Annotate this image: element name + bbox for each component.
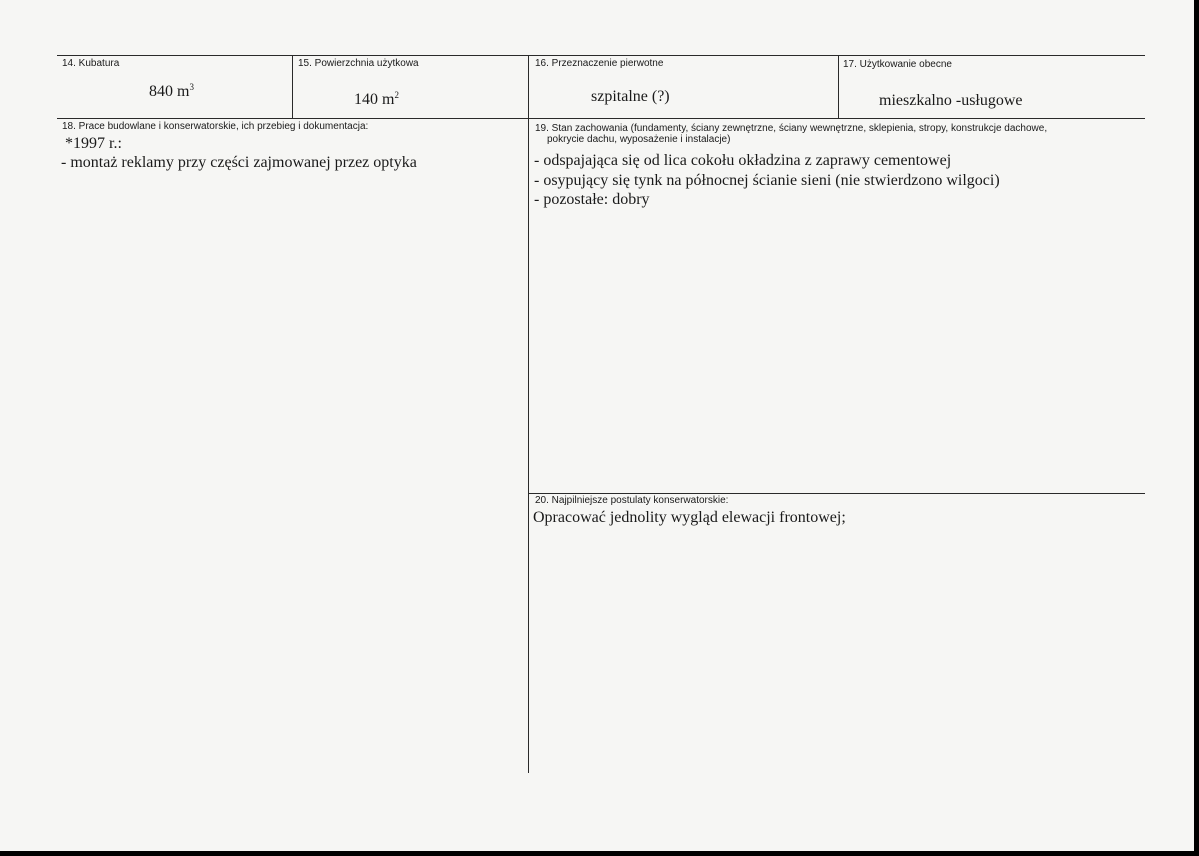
prace-label: 18. Prace budowlane i konserwatorskie, ich przebieg i dokumentacja: xyxy=(62,121,369,132)
kubatura-exponent: 3 xyxy=(189,82,194,92)
kubatura-label: 14. Kubatura xyxy=(62,58,120,69)
stan-line: - osypujący się tynk na północnej ścianie sieni (nie stwierdzono wilgoci) xyxy=(534,171,1000,189)
prace-line: *1997 r.: xyxy=(65,135,122,152)
prace-line: - montaż reklamy przy części zajmowanej przez optyka xyxy=(61,154,417,171)
postulaty-label: 20. Najpilniejsze postulaty konserwatorskie: xyxy=(535,495,729,506)
postulaty-line: Opracować jednolity wygląd elewacji frontowej; xyxy=(533,509,846,526)
rule-v-main xyxy=(528,55,529,773)
stan-line: - pozostałe: dobry xyxy=(534,191,650,208)
powierzchnia-value xyxy=(354,90,399,109)
kubatura-number: 840 m xyxy=(149,83,190,100)
uzytkowanie-value: mieszkalno -usługowe xyxy=(879,92,1023,109)
rule-v-uzytkowanie xyxy=(838,55,839,119)
postulaty-text xyxy=(533,508,846,527)
przeznaczenie-label: 16. Przeznaczenie pierwotne xyxy=(535,58,664,69)
powierzchnia-number: 140 m xyxy=(354,91,395,108)
rule-v-kubatura xyxy=(292,55,293,119)
rule-top xyxy=(57,55,1145,56)
stan-line: - odspajająca się od lica cokołu okładzina z zaprawy cementowej xyxy=(534,152,952,169)
stan-label-line: 19. Stan zachowania (fundamenty, ściany zewnętrzne, ściany wewnętrzne, sklepienia, stropy, konstrukcje dachowe, xyxy=(535,123,1048,134)
stan-text xyxy=(534,151,1000,210)
uzytkowanie-label: 17. Użytkowanie obecne xyxy=(843,59,952,70)
prace-text xyxy=(61,134,417,172)
stan-label xyxy=(535,123,1047,145)
przeznaczenie-value: szpitalne (?) xyxy=(591,88,670,105)
powierzchnia-label: 15. Powierzchnia użytkowa xyxy=(298,58,419,69)
rule-postulaty-top xyxy=(529,493,1145,494)
rule-row1-bottom xyxy=(57,118,1145,119)
powierzchnia-exponent: 2 xyxy=(394,90,399,100)
kubatura-value xyxy=(149,82,194,101)
stan-label-line: pokrycie dachu, wyposażenie i instalacje) xyxy=(547,134,731,145)
